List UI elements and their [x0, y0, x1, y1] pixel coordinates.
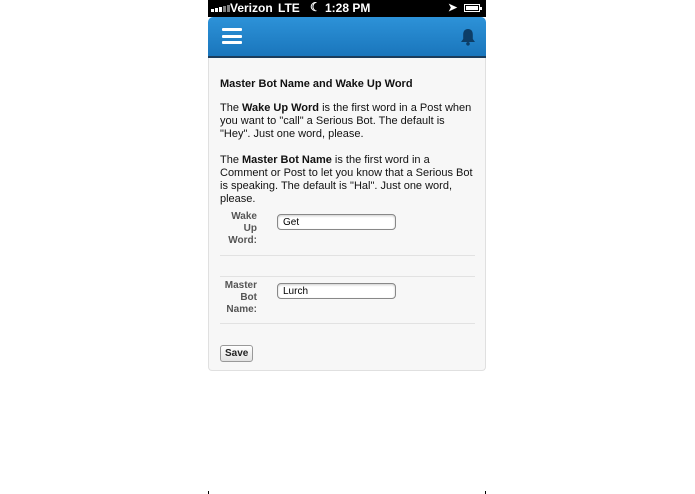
- wake-up-word-row: [220, 210, 475, 256]
- carrier-name: Verizon: [230, 1, 273, 15]
- wake-up-word-description: The Wake Up Word is the first word in a Post when you want to "call" a Serious Bot. The default is "Hey". Just one word, please.: [220, 102, 472, 140]
- master-bot-name-label: Master Bot Name:: [224, 280, 257, 315]
- master-bot-name-row: [220, 276, 475, 324]
- master-bot-name-input[interactable]: [277, 283, 396, 299]
- bell-icon[interactable]: [460, 28, 476, 46]
- do-not-disturb-moon-icon: ☾: [310, 0, 321, 14]
- settings-panel: [208, 58, 486, 371]
- status-bar: [208, 0, 486, 17]
- signal-strength-icon: [211, 5, 230, 12]
- clock-time: 1:28 PM: [325, 1, 371, 15]
- top-navbar: [208, 17, 486, 58]
- phone-screen: [208, 0, 486, 494]
- wake-up-word-label: Wake Up Word:: [228, 211, 257, 246]
- battery-icon: [464, 4, 480, 12]
- wake-up-word-input[interactable]: [277, 214, 396, 230]
- network-type: LTE: [278, 1, 300, 15]
- master-bot-name-description: The Master Bot Name is the first word in a Comment or Post to let you know that a Serious Bot is speaking. The default is "Hal". Just one word, please.: [220, 154, 473, 205]
- save-button[interactable]: Save: [220, 345, 253, 362]
- hamburger-menu-icon[interactable]: [222, 28, 242, 44]
- location-arrow-icon: ➤: [448, 2, 458, 14]
- settings-heading: Master Bot Name and Wake Up Word: [220, 78, 413, 90]
